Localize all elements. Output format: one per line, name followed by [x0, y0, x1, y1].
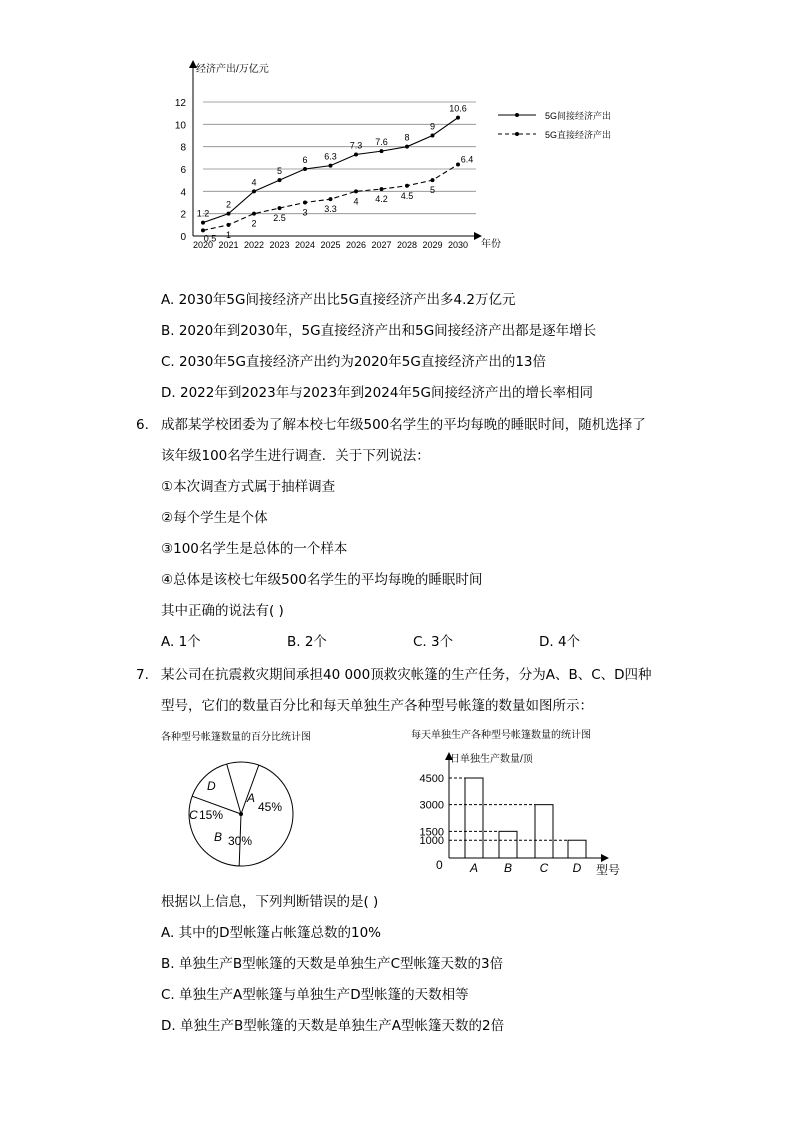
q7-prompt: 根据以上信息，下列判断错误的是( ) — [161, 894, 379, 910]
q5-data-label: 6.3 — [324, 151, 337, 162]
q5-data-label: 0.5 — [203, 233, 217, 244]
q5-data-label: 10.6 — [449, 103, 467, 114]
q7-pie-slice-label: D — [207, 779, 216, 793]
q5-data-label: 9 — [429, 121, 436, 132]
q5-x-axis-label: 年份 — [481, 239, 501, 250]
q7-bar-title: 每天单独生产各种型号帐篷数量的统计图 — [411, 730, 591, 741]
q7-pie-slice-percent: 30% — [228, 834, 253, 848]
q5-y-tick-label: 4 — [180, 187, 186, 199]
q6-option-b[interactable]: B. 2个 — [287, 634, 327, 650]
q5-data-label: 7.3 — [349, 140, 363, 151]
q7-bar-y-tick: 1000 — [419, 835, 444, 848]
q7-pie-slice-label: B — [214, 830, 223, 844]
q7-bar-C — [535, 805, 553, 858]
q7-option-a[interactable]: A. 其中的D型帐篷占帐篷总数的10% — [161, 925, 381, 941]
q7-bar-category-label: A — [469, 861, 479, 875]
q7-bar-category-label: C — [539, 861, 549, 875]
q5-y-tick-label: 12 — [174, 98, 186, 109]
q5-option-a[interactable]: A. 2030年5G间接经济产出比5G直接经济产出多4.2万亿元 — [161, 292, 516, 308]
q5-x-tick-label: 2024 — [294, 240, 316, 250]
q5-data-label: 2 — [251, 218, 257, 229]
q5-y-tick-label: 10 — [174, 120, 186, 132]
q5-legend-label: 5G间接经济产出 — [545, 111, 612, 121]
q5-option-b[interactable]: B. 2020年到2030年，5G直接经济产出和5G间接经济产出都是逐年增长 — [161, 323, 597, 339]
q7-bar-y-tick: 3000 — [419, 799, 444, 812]
q5-data-label: 4 — [251, 177, 257, 188]
q5-y-tick-label: 8 — [180, 142, 186, 154]
q5-data-label: 3.3 — [324, 204, 337, 215]
q7-bar-y-tick: 4500 — [419, 773, 444, 785]
q7-option-d[interactable]: D. 单独生产B型帐篷的天数是单独生产A型帐篷天数的2倍 — [161, 1018, 505, 1034]
q6-statement-2: ②每个学生是个体 — [161, 510, 268, 526]
q5-x-tick-label: 2023 — [269, 240, 290, 250]
q5-legend-label: 5G直接经济产出 — [545, 130, 612, 140]
q5-x-tick-label: 2029 — [422, 240, 443, 250]
q6-option-a[interactable]: A. 1个 — [161, 634, 201, 650]
q7-pie-slice-percent: 15% — [199, 808, 224, 822]
q6-statement-1: ①本次调查方式属于抽样调查 — [161, 479, 336, 495]
q7-bar-y-tick: 1500 — [419, 826, 444, 839]
q5-x-tick-label: 2025 — [320, 240, 341, 250]
q5-x-tick-label: 2021 — [218, 240, 239, 250]
q5-x-tick-label: 2027 — [371, 240, 392, 250]
q7-bar-D — [568, 840, 586, 858]
q5-data-label: 3 — [302, 207, 308, 218]
q7-bar-y-label: 日单独生产数量/顶 — [450, 754, 533, 765]
q6-option-d[interactable]: D. 4个 — [539, 634, 581, 650]
q5-y-axis-label: 经济产出/万亿元 — [196, 64, 269, 75]
q7-pie-slice-label: A — [247, 791, 256, 805]
q6-stem-line2: 该年级100名学生进行调查．关于下列说法： — [161, 448, 430, 464]
q5-x-tick-label: 2020 — [192, 240, 214, 250]
q6-option-c[interactable]: C. 3个 — [413, 634, 454, 650]
q6-prompt: 其中正确的说法有( ) — [161, 603, 284, 619]
q7-bar-B — [499, 831, 517, 858]
q5-y-tick-label: 6 — [180, 165, 186, 176]
q5-data-label: 5 — [276, 166, 283, 177]
q7-pie-title: 各种型号帐篷数量的百分比统计图 — [161, 732, 311, 743]
q7-bar-A — [465, 778, 483, 858]
q7-option-b[interactable]: B. 单独生产B型帐篷的天数是单独生产C型帐篷天数的3倍 — [161, 956, 504, 972]
q5-data-label: 2 — [225, 199, 232, 210]
q5-data-label: 2.5 — [273, 213, 286, 224]
q7-bar-category-label: D — [572, 861, 582, 875]
q7-pie-slice-percent: 45% — [258, 800, 283, 814]
q5-data-label: 5 — [429, 185, 436, 196]
q5-data-label: 1 — [225, 229, 232, 240]
q5-y-tick-label: 0 — [180, 232, 186, 243]
q6-stem-line1: 成都某学校团委为了解本校七年级500名学生的平均每晚的睡眠时间，随机选择了 — [161, 417, 646, 433]
q7-bar-origin: 0 — [436, 858, 443, 872]
q7-option-c[interactable]: C. 单独生产A型帐篷与单独生产D型帐篷的天数相等 — [161, 987, 469, 1003]
q7-bar-category-label: B — [503, 861, 513, 875]
q5-option-c[interactable]: C. 2030年5G直接经济产出约为2020年5G直接经济产出的13倍 — [161, 354, 546, 370]
q5-data-label: 6 — [302, 155, 308, 165]
q7-number: 7. — [136, 667, 149, 683]
q5-x-tick-label: 2026 — [345, 240, 367, 250]
q5-x-tick-label: 2028 — [396, 240, 418, 250]
q5-data-label: 7.6 — [375, 137, 388, 148]
q5-data-label: 4.2 — [375, 194, 388, 205]
q7-stem-line2: 型号，它们的数量百分比和每天单独生产各种型号帐篷的数量如图所示： — [161, 698, 593, 714]
q5-data-label: 4 — [353, 196, 359, 207]
q5-data-label: 6.4 — [460, 154, 474, 165]
q5-x-tick-label: 2022 — [243, 240, 265, 250]
q7-bar-x-label: 型号 — [596, 863, 621, 877]
q7-stem-line1: 某公司在抗震救灾期间承担40 000顶救灾帐篷的生产任务，分为A、B、C、D四种 — [161, 667, 652, 683]
q5-data-label: 8 — [404, 132, 410, 143]
q5-y-tick-label: 2 — [180, 209, 186, 221]
q7-pie-slice-label: C — [189, 808, 198, 822]
q5-x-tick-label: 2030 — [447, 240, 469, 250]
q5-option-d[interactable]: D. 2022年到2023年与2023年到2024年5G间接经济产出的增长率相同 — [161, 385, 593, 401]
q6-statement-4: ④总体是该校七年级500名学生的平均每晚的睡眠时间 — [161, 572, 483, 588]
q6-statement-3: ③100名学生是总体的一个样本 — [161, 541, 348, 557]
q6-number: 6. — [136, 417, 149, 433]
q5-data-label: 4.5 — [400, 190, 414, 201]
q5-data-label: 1.2 — [196, 208, 210, 219]
